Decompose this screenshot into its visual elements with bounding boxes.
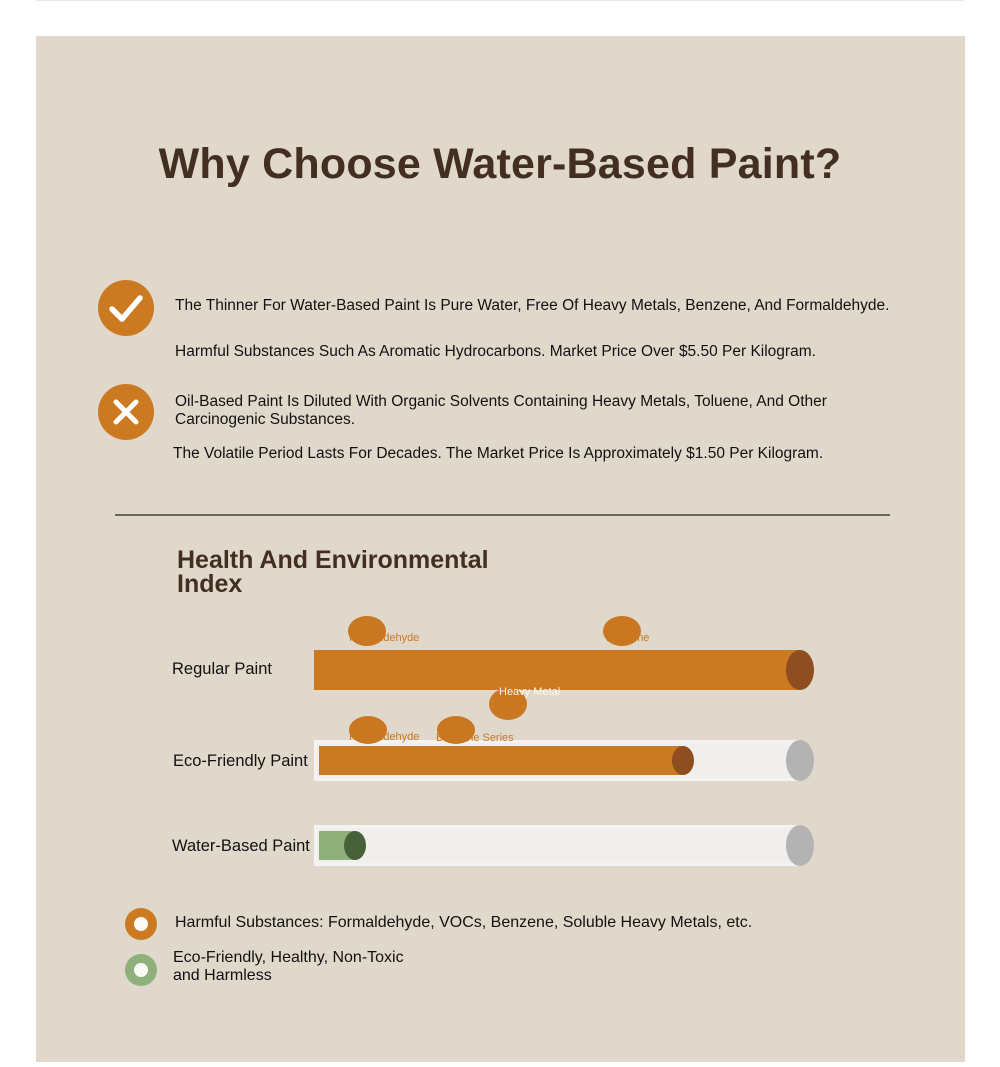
row-label-eco-friendly: Eco-Friendly Paint: [173, 752, 308, 770]
legend-eco-text: Eco-Friendly, Healthy, Non-Toxic and Harmless: [173, 949, 404, 984]
page-title: Why Choose Water-Based Paint?: [158, 140, 842, 188]
regular-bar-cap: [786, 650, 814, 690]
regular-harmful-bar: [314, 650, 800, 690]
check-icon: [98, 280, 154, 336]
legend-harmful-icon: [125, 908, 157, 940]
legend-harmful-text: Harmful Substances: Formaldehyde, VOCs, Benzene, Soluble Heavy Metals, etc.: [175, 914, 753, 931]
tag-benzene: Benzene: [606, 632, 650, 644]
eco-friendly-harmful-bar: [319, 746, 683, 775]
row-label-regular: Regular Paint: [172, 660, 272, 678]
tag-formaldehyde: Formaldehyde: [349, 632, 420, 644]
water-based-line-2: Harmful Substances Such As Aromatic Hydrocarbons. Market Price Over $5.50 Per Kilogram.: [175, 343, 816, 360]
water-based-track: [314, 825, 800, 866]
row-label-water-based: Water-Based Paint: [172, 837, 310, 855]
tag-heavy-metal: Heavy Metal: [499, 686, 561, 698]
water-based-bar-cap: [344, 831, 366, 860]
water-based-track-cap: [786, 825, 814, 866]
tag-benzene-series: Benzene Series: [436, 732, 514, 744]
legend-eco-icon: [125, 954, 157, 986]
index-title: Health And Environmental Index: [177, 546, 489, 598]
cross-icon: [98, 384, 154, 440]
tag-formaldehyde: Formaldehyde: [349, 731, 420, 743]
check-badge: [98, 280, 154, 336]
section-divider: [115, 514, 890, 516]
oil-based-line-2: The Volatile Period Lasts For Decades. The Market Price Is Approximately $1.50 Per Kilogram.: [173, 445, 824, 462]
top-divider: [36, 0, 964, 1]
eco-friendly-track-cap: [786, 740, 814, 781]
oil-based-line-1: Oil-Based Paint Is Diluted With Organic Solvents Containing Heavy Metals, Toluene, And Other Carcinogenic Substances.: [175, 393, 827, 428]
cross-badge: [98, 384, 154, 440]
water-based-line-1: The Thinner For Water-Based Paint Is Pure Water, Free Of Heavy Metals, Benzene, And Formaldehyde.: [175, 297, 890, 314]
eco-friendly-bar-cap: [672, 746, 694, 775]
